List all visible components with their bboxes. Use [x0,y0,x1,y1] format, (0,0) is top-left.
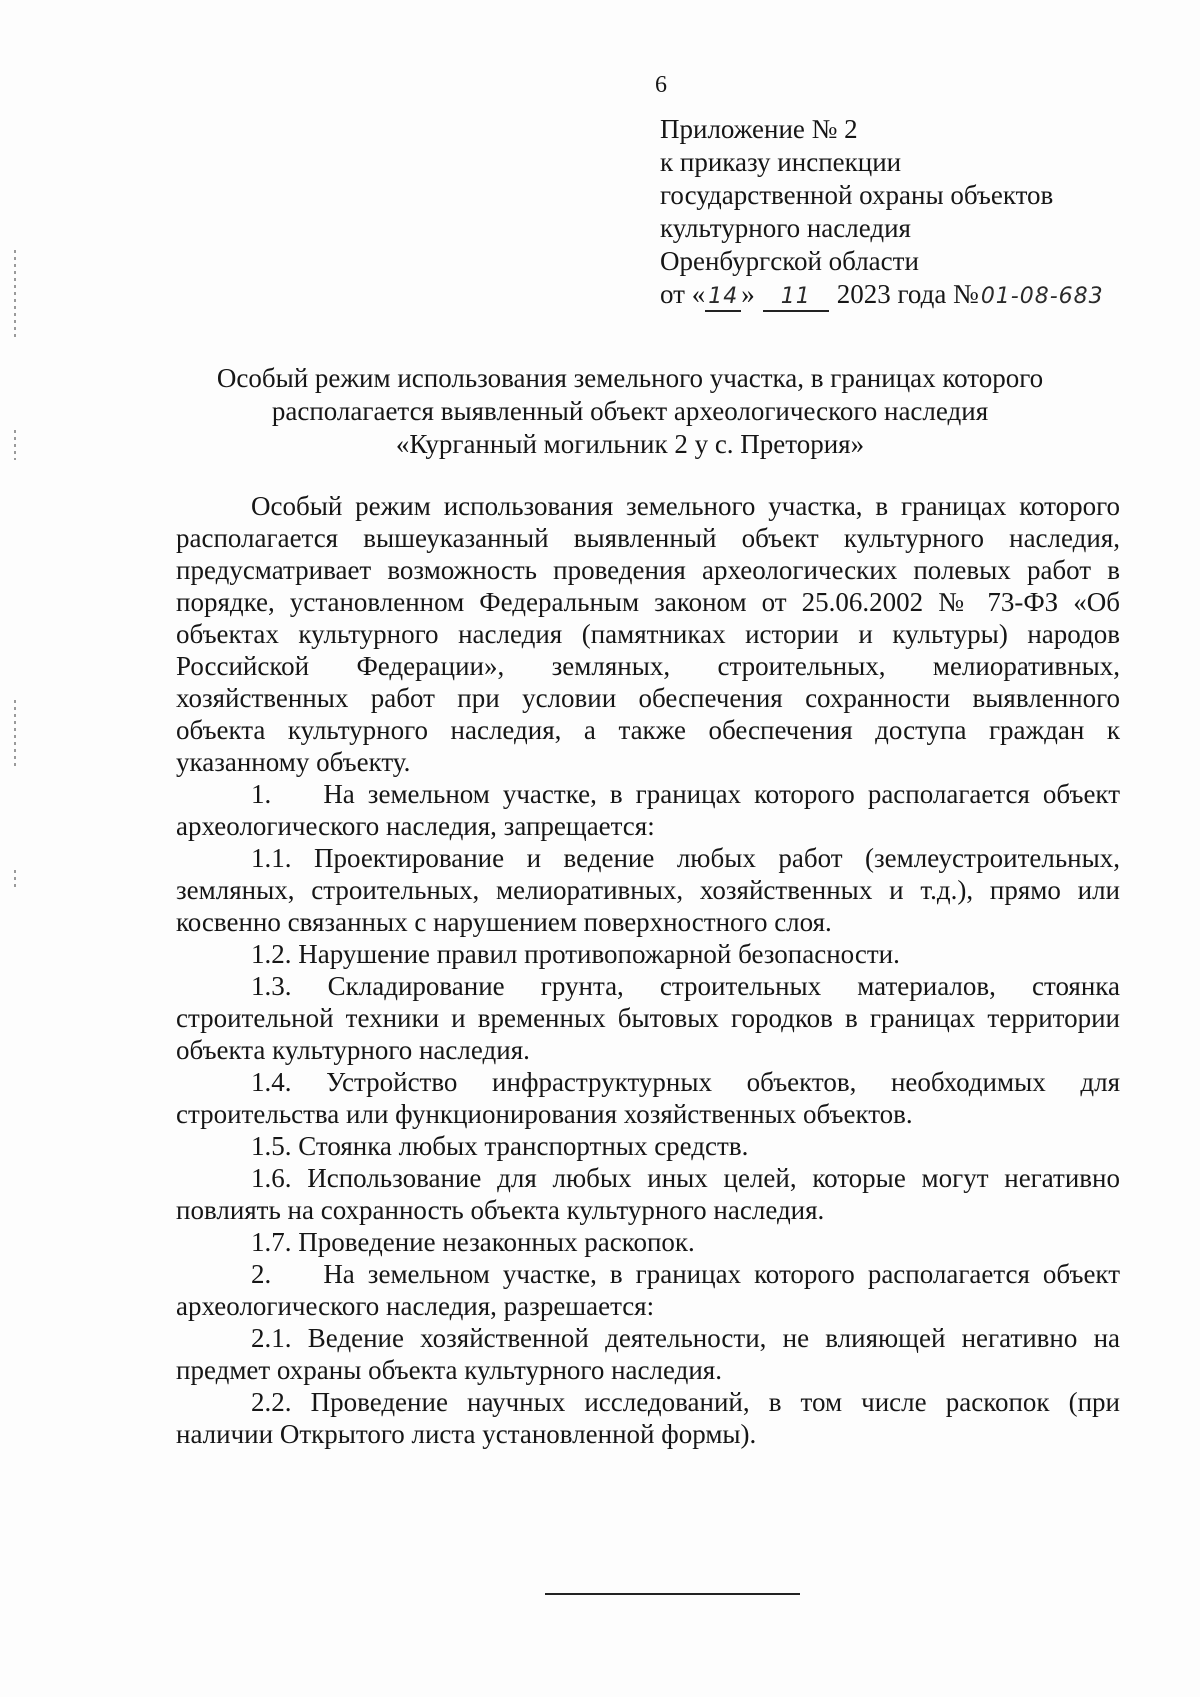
item-1-4: 1.4. Устройство инфраструктурных объектов, необходимых для строительства или функционирования хозяйственных объектов. [176,1067,1120,1129]
binding-mark [14,700,16,770]
binding-mark [14,250,16,340]
date-prefix: от « [660,279,706,309]
item-1-7: 1.7. Проведение незаконных раскопок. [251,1227,695,1257]
item-1-5: 1.5. Стоянка любых транспортных средств. [251,1131,749,1161]
item-1-2: 1.2. Нарушение правил противопожарной безопасности. [251,939,900,969]
title-line: располагается выявленный объект археологического наследия [271,396,989,426]
document-title [150,362,1110,461]
appendix-block [660,113,1180,313]
intro-paragraph: Особый режим использования земельного участка, в границах которого располагается вышеуказанный выявленный объект культурного наследия, предусматривает возможность проведения археологических полевых работ в порядке, установленном Федеральным законом от 25.06.2002 № 73-ФЗ «Об объектах культурного наследия (памятниках истории и культуры) народов Российской Федерации», земляных, строительных, мелиоративных, хозяйственных работ при условии обеспечения сохранности выявленного объекта культурного наследия, а также обеспечения доступа граждан к указанному объекту. [176,491,1120,777]
appendix-title: Приложение № 2 [660,114,858,144]
item-1-1: 1.1. Проектирование и ведение любых работ (землеустроительных, земляных, строительных, мелиоративных, хозяйственных и т.д.), прямо или косвенно связанных с нарушением поверхностного слоя. [176,843,1120,937]
section-1: 1. На земельном участке, в границах которого располагается объект археологического наследия, запрещается: [176,779,1120,841]
appendix-line: культурного наследия [660,213,911,243]
appendix-line: государственной охраны объектов [660,180,1054,210]
binding-mark [14,870,16,890]
page-number: 6 [655,72,667,98]
item-1-3: 1.3. Складирование грунта, строительных материалов, стоянка строительной техники и временных бытовых городков в границах территории объекта культурного наследия. [176,971,1120,1065]
item-1-6: 1.6. Использование для любых иных целей, которые могут негативно повлиять на сохранность объекта культурного наследия. [176,1163,1120,1225]
order-date-line [660,278,1180,313]
handwritten-order-number: 01-08-683 [980,284,1104,309]
closing-divider [545,1593,800,1595]
appendix-line: к приказу инспекции [660,147,902,177]
document-body [176,490,1120,1450]
date-mid: » [741,279,755,309]
title-line: Особый режим использования земельного участка, в границах которого [216,363,1044,393]
handwritten-month: 11 [763,284,829,312]
section-2: 2. На земельном участке, в границах которого располагается объект археологического наследия, разрешается: [176,1259,1120,1321]
title-line: «Курганный могильник 2 у с. Претория» [395,429,865,459]
date-year: 2023 года № [836,279,979,309]
appendix-line: Оренбургской области [660,246,919,276]
binding-mark [14,430,16,460]
handwritten-day: 14 [705,284,741,312]
item-2-1: 2.1. Ведение хозяйственной деятельности, не влияющей негативно на предмет охраны объекта культурного наследия. [176,1323,1120,1385]
item-2-2: 2.2. Проведение научных исследований, в том числе раскопок (при наличии Открытого листа установленной формы). [176,1387,1120,1449]
